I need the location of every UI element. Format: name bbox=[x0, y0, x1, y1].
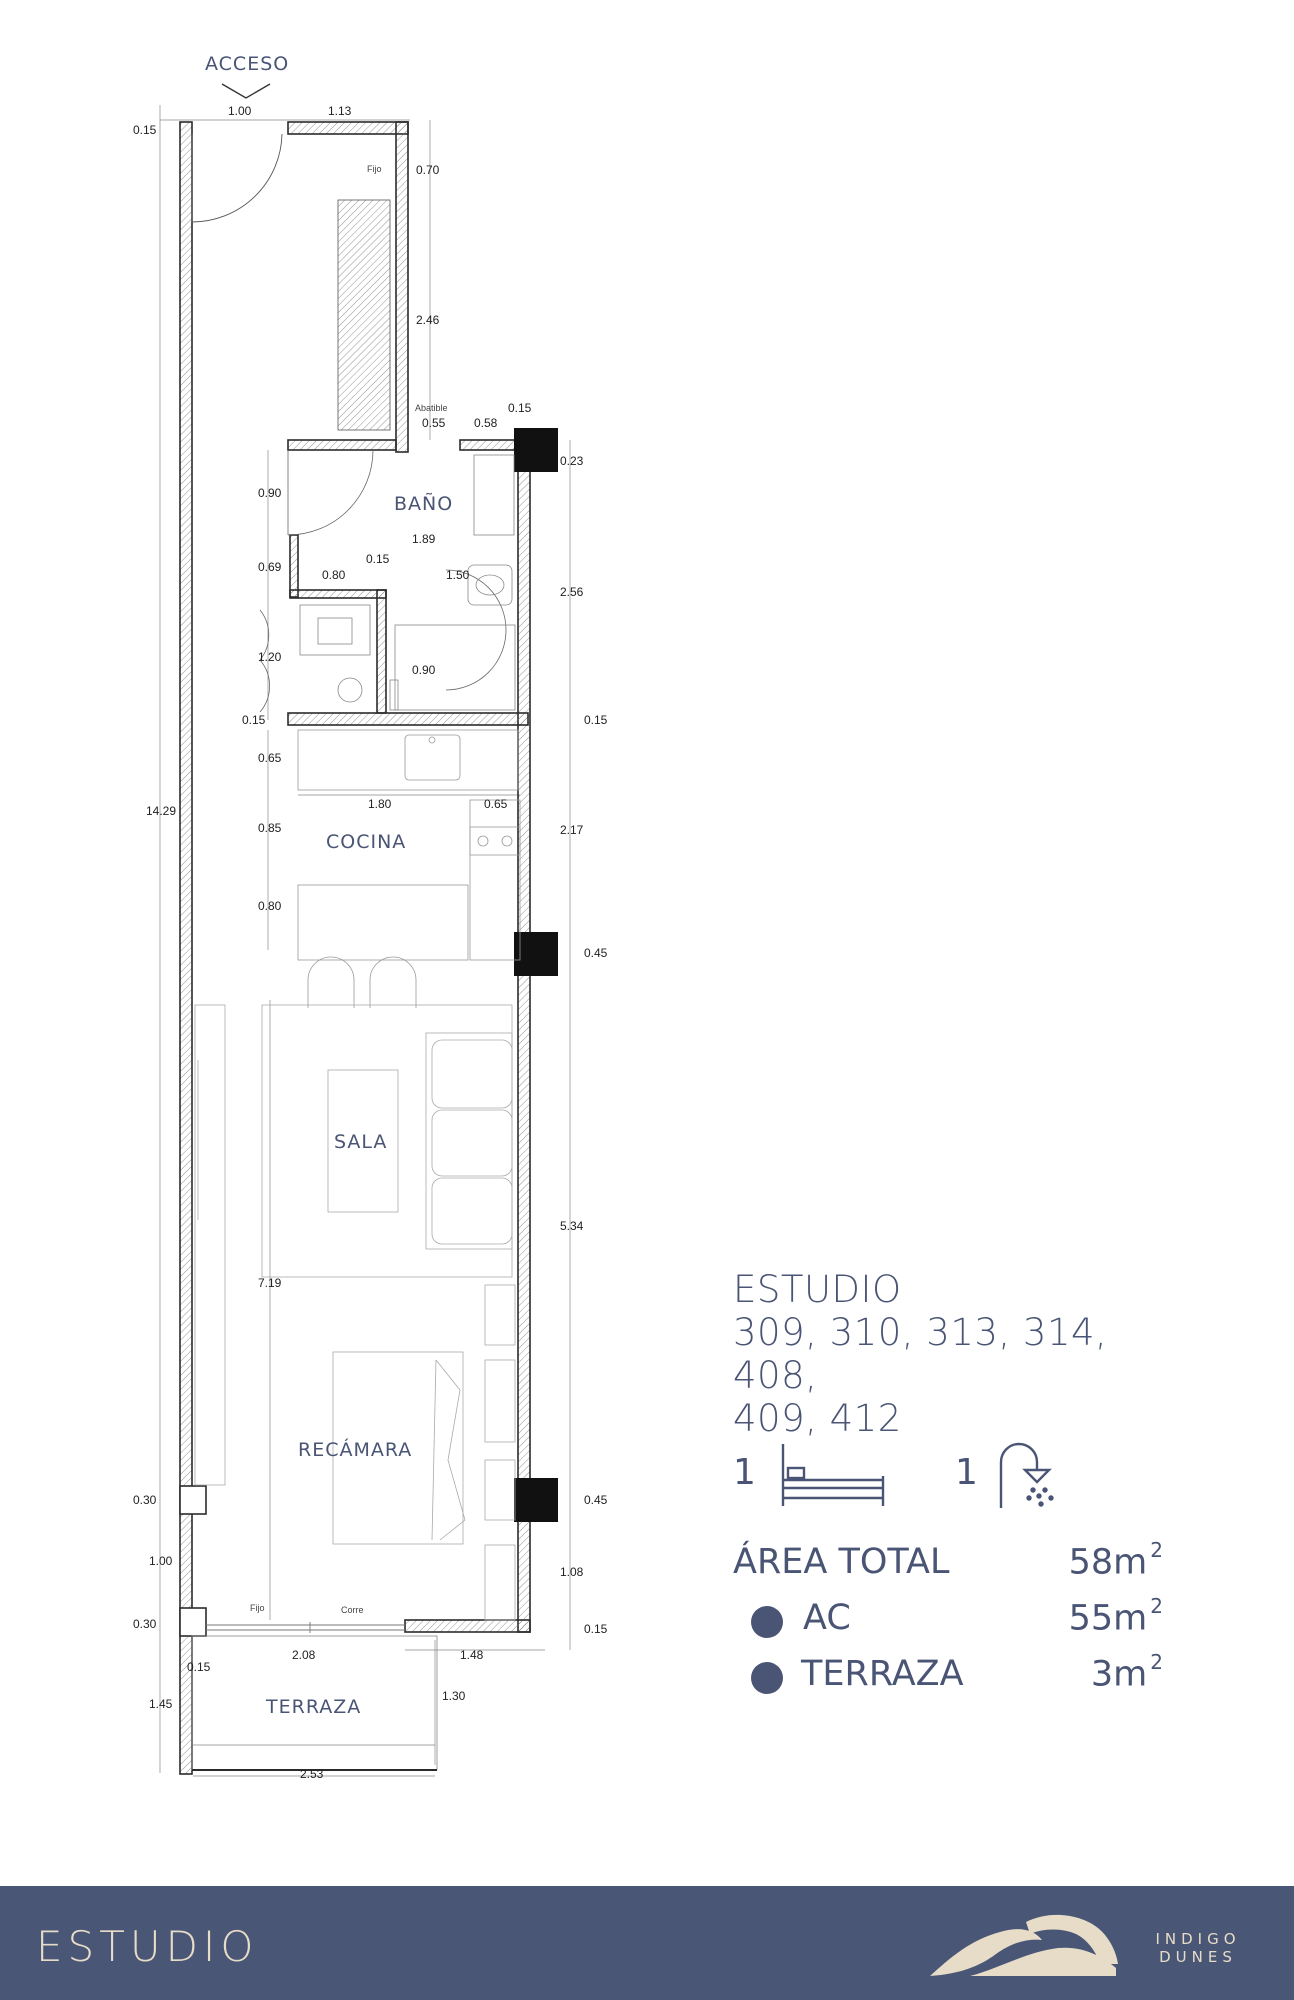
terraza-number: 3m bbox=[1090, 1654, 1148, 1695]
room-terraza: TERRAZA bbox=[266, 1696, 362, 1718]
dim-label: 0.15 bbox=[584, 1622, 608, 1636]
terraza-bullet-icon bbox=[751, 1662, 783, 1694]
sala-furniture bbox=[195, 1005, 512, 1485]
terraza-label: TERRAZA bbox=[801, 1654, 964, 1694]
indigo-dunes-logo bbox=[930, 1910, 1120, 1980]
dim-label: 2.53 bbox=[300, 1767, 324, 1781]
room-bano: BAÑO bbox=[394, 493, 454, 515]
dim-label: 1.45 bbox=[149, 1697, 173, 1711]
area-terraza-row bbox=[733, 1650, 1163, 1700]
room-cocina: COCINA bbox=[326, 831, 407, 853]
area-unit-sup: 2 bbox=[1150, 1538, 1163, 1562]
area-total-label: ÁREA TOTAL bbox=[733, 1542, 950, 1582]
dim-label: 0.80 bbox=[322, 568, 346, 582]
footer-bar bbox=[0, 1886, 1294, 2000]
dim-label: 5.34 bbox=[560, 1219, 584, 1233]
dim-label: 2.17 bbox=[560, 823, 584, 837]
dim-label: 0.15 bbox=[187, 1660, 211, 1674]
dim-label: 0.80 bbox=[258, 899, 282, 913]
dim-label: 0.45 bbox=[584, 1493, 608, 1507]
unit-info bbox=[733, 1268, 1193, 1440]
note-corre: Corre bbox=[341, 1605, 364, 1615]
ac-value bbox=[1068, 1594, 1163, 1639]
footer-title: ESTUDIO bbox=[36, 1922, 259, 1971]
dim-label: 1.00 bbox=[149, 1554, 173, 1568]
dim-label: 2.56 bbox=[560, 585, 584, 599]
dim-label: 0.70 bbox=[416, 163, 440, 177]
brand-wordmark bbox=[1138, 1930, 1258, 1966]
brand-line-1: INDIGO bbox=[1155, 1930, 1241, 1948]
access-arrow-icon bbox=[222, 84, 270, 98]
unit-numbers-line2: 409, 412 bbox=[733, 1397, 902, 1440]
dim-label: 0.45 bbox=[584, 946, 608, 960]
unit-numbers-line1: 309, 310, 313, 314, 408, bbox=[733, 1311, 1108, 1397]
bedrooms-feature bbox=[733, 1440, 893, 1510]
dim-label: 1.48 bbox=[460, 1648, 484, 1662]
area-total-number: 58m bbox=[1068, 1542, 1148, 1583]
stairs bbox=[338, 200, 390, 430]
dim-label: 0.15 bbox=[584, 713, 608, 727]
dim-label: 0.23 bbox=[560, 454, 584, 468]
dim-label: 1.13 bbox=[328, 104, 352, 118]
unit-type-title: ESTUDIO bbox=[733, 1268, 902, 1311]
dim-label: 0.65 bbox=[258, 751, 282, 765]
entry-door bbox=[192, 134, 282, 222]
kitchen-fixtures bbox=[298, 730, 520, 1008]
area-unit-sup: 2 bbox=[1150, 1650, 1163, 1674]
dim-label: 1.00 bbox=[228, 104, 252, 118]
dim-label: 0.55 bbox=[422, 416, 446, 430]
dim-label: 0.90 bbox=[412, 663, 436, 677]
dim-label: 1.30 bbox=[442, 1689, 466, 1703]
dim-label: 7.19 bbox=[258, 1276, 282, 1290]
brand-line-2: DUNES bbox=[1159, 1948, 1237, 1966]
dim-label: 1.20 bbox=[258, 650, 282, 664]
note-fijo-top: Fijo bbox=[367, 164, 382, 174]
bed-icon bbox=[778, 1440, 888, 1510]
ac-number: 55m bbox=[1068, 1598, 1148, 1639]
shower-icon bbox=[995, 1440, 1065, 1510]
dim-label: 0.15 bbox=[133, 123, 157, 137]
dim-label: 2.46 bbox=[416, 313, 440, 327]
dim-label: 1.50 bbox=[446, 568, 470, 582]
area-ac-row bbox=[733, 1594, 1163, 1644]
access-label: ACCESO bbox=[205, 53, 290, 75]
area-total-row bbox=[733, 1538, 1163, 1588]
room-recamara: RECÁMARA bbox=[298, 1439, 413, 1461]
dim-label: 0.69 bbox=[258, 560, 282, 574]
area-total-value bbox=[1068, 1538, 1163, 1583]
dim-label: 1.08 bbox=[560, 1565, 584, 1579]
dim-label: 0.65 bbox=[484, 797, 508, 811]
dim-label: 0.30 bbox=[133, 1617, 157, 1631]
ac-label: AC bbox=[803, 1598, 851, 1638]
room-sala: SALA bbox=[334, 1131, 388, 1153]
sliding-door bbox=[206, 1622, 405, 1633]
dim-label: 0.15 bbox=[508, 401, 532, 415]
dim-label: 0.90 bbox=[258, 486, 282, 500]
note-abatible: Abatible bbox=[415, 403, 448, 413]
bedrooms-count: 1 bbox=[733, 1452, 756, 1493]
ac-bullet-icon bbox=[751, 1606, 783, 1638]
dim-label: 2.08 bbox=[292, 1648, 316, 1662]
dim-label: 0.58 bbox=[474, 416, 498, 430]
dim-label: 0.30 bbox=[133, 1493, 157, 1507]
dim-label: 14.29 bbox=[146, 804, 177, 818]
note-fijo-bottom: Fijo bbox=[250, 1603, 265, 1613]
dim-label: 0.15 bbox=[242, 713, 266, 727]
dim-label: 1.80 bbox=[368, 797, 392, 811]
terraza-value bbox=[1090, 1650, 1163, 1695]
area-unit-sup: 2 bbox=[1150, 1594, 1163, 1618]
bathrooms-count: 1 bbox=[955, 1452, 978, 1493]
bathrooms-feature bbox=[955, 1440, 1115, 1510]
dim-label: 1.89 bbox=[412, 532, 436, 546]
dim-label: 0.15 bbox=[366, 552, 390, 566]
dim-label: 0.85 bbox=[258, 821, 282, 835]
